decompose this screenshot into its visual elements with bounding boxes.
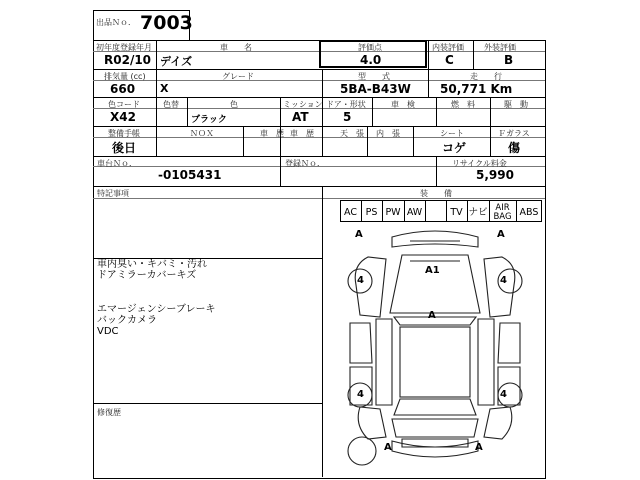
score-value: 4.0 bbox=[360, 53, 382, 67]
equipment-abs: ABS bbox=[519, 207, 539, 218]
color-label: 色 bbox=[230, 100, 238, 109]
nox-label: ＮＯＸ bbox=[190, 129, 214, 138]
rule bbox=[428, 69, 429, 97]
glass-label: Ｆガラス bbox=[498, 129, 530, 138]
rule bbox=[93, 126, 545, 127]
recycle-label: リサイクル料金 bbox=[452, 159, 507, 168]
mission-value: AT bbox=[292, 110, 309, 124]
rule bbox=[436, 97, 437, 126]
equipment-tv: TV bbox=[450, 207, 463, 218]
doors-value: 5 bbox=[343, 110, 352, 124]
equipment-label: 装 備 bbox=[420, 189, 452, 198]
exterior-value: B bbox=[504, 53, 514, 67]
equipment-aw: AW bbox=[406, 207, 423, 218]
history-label: 車 歴 bbox=[260, 129, 284, 138]
rule bbox=[280, 97, 281, 126]
interior-label: 内装評価 bbox=[432, 43, 464, 52]
rule bbox=[490, 126, 491, 156]
drive-label: 駆 動 bbox=[504, 100, 528, 109]
rule bbox=[425, 200, 426, 222]
equipment-pw: PW bbox=[385, 207, 401, 218]
rule bbox=[93, 403, 322, 404]
fuel-label: 燃 料 bbox=[451, 100, 475, 109]
rule bbox=[156, 126, 157, 156]
year-label: 初年度登録年月 bbox=[96, 43, 152, 52]
rule bbox=[322, 69, 323, 97]
displacement-value: 660 bbox=[110, 82, 136, 96]
notes-line: ドアミラーカバーキズ bbox=[97, 270, 197, 281]
rule bbox=[436, 156, 437, 186]
damage-mark: A1 bbox=[425, 265, 440, 276]
grade-label: グレード bbox=[222, 72, 254, 81]
rule bbox=[473, 40, 474, 69]
equipment-navi: ナビ bbox=[468, 207, 488, 218]
exterior-label: 外装評価 bbox=[484, 43, 516, 52]
notes-label: 特記事項 bbox=[97, 189, 129, 198]
color-code-value: X42 bbox=[110, 110, 136, 124]
rule bbox=[372, 97, 373, 126]
rule bbox=[93, 69, 545, 70]
color-code-label: 色コード bbox=[108, 100, 140, 109]
model-label: 型 式 bbox=[358, 72, 390, 81]
damage-mark: 4 bbox=[357, 275, 364, 286]
damage-mark: A bbox=[475, 442, 483, 453]
glass-value: 傷 bbox=[508, 141, 521, 155]
rule bbox=[93, 198, 545, 199]
equipment-ps: PS bbox=[365, 207, 378, 218]
rule bbox=[156, 69, 157, 97]
rule bbox=[322, 126, 323, 156]
mileage-label: 走 行 bbox=[470, 72, 502, 81]
rule bbox=[322, 186, 323, 477]
notes-line: バックカメラ bbox=[97, 315, 157, 326]
repair-label: 修復歴 bbox=[97, 408, 121, 417]
seat-value: コゲ bbox=[442, 141, 467, 155]
damage-mark: A bbox=[355, 229, 363, 240]
equipment-ac: AC bbox=[344, 207, 357, 218]
name-value: デイズ bbox=[160, 55, 193, 68]
rule bbox=[413, 126, 414, 156]
manual-label: 整備手帳 bbox=[108, 129, 140, 138]
year-value: R02/10 bbox=[104, 53, 152, 67]
damage-mark: 4 bbox=[357, 389, 364, 400]
lot-label: 出品Ｎｏ． bbox=[96, 18, 136, 27]
inspection-label: 車 検 bbox=[391, 100, 415, 109]
rule bbox=[367, 126, 368, 156]
damage-mark: 4 bbox=[500, 389, 507, 400]
paint-label: 色替 bbox=[163, 100, 179, 109]
rule bbox=[187, 97, 188, 126]
history2-label: 車 歴 bbox=[290, 129, 314, 138]
damage-mark: A bbox=[384, 442, 392, 453]
displacement-label: 排気量 (cc) bbox=[104, 72, 146, 81]
rule bbox=[156, 40, 157, 69]
rule bbox=[428, 40, 429, 69]
notes-line: 車内臭い・キバミ・汚れ bbox=[97, 259, 207, 270]
name-label: 車 名 bbox=[220, 43, 252, 52]
model-value: 5BA-B43W bbox=[340, 82, 411, 96]
rule bbox=[243, 126, 244, 156]
damage-mark: A bbox=[428, 310, 436, 321]
ceiling-label: 天 張 bbox=[340, 129, 364, 138]
lot-number: 7003 bbox=[140, 12, 193, 34]
chassis-label: 車台Ｎｏ． bbox=[97, 159, 137, 168]
rule bbox=[93, 186, 545, 187]
doors-label: ドア・形状 bbox=[326, 100, 366, 109]
recycle-value: 5,990 bbox=[476, 168, 514, 182]
rule bbox=[490, 97, 491, 126]
mission-label: ミッション bbox=[283, 100, 323, 109]
rule bbox=[156, 97, 157, 126]
inner-label: 内 張 bbox=[376, 129, 400, 138]
rule bbox=[93, 97, 545, 98]
damage-mark: 4 bbox=[500, 275, 507, 286]
car-damage-diagram bbox=[330, 225, 540, 475]
rule bbox=[93, 156, 545, 157]
manual-value: 後日 bbox=[112, 141, 137, 155]
chassis-value: -0105431 bbox=[158, 168, 222, 182]
score-label: 評価点 bbox=[358, 43, 382, 52]
damage-mark: A bbox=[497, 229, 505, 240]
reg-label: 登録Ｎｏ． bbox=[285, 159, 325, 168]
seat-label: シート bbox=[440, 129, 464, 138]
interior-value: C bbox=[445, 53, 454, 67]
rule bbox=[93, 137, 545, 138]
equipment-airbag: AIR BAG bbox=[493, 203, 512, 222]
notes-line: VDC bbox=[97, 326, 119, 337]
mileage-value: 50,771 Km bbox=[440, 82, 513, 96]
rule bbox=[280, 156, 281, 186]
notes-line: エマージェンシーブレーキ bbox=[97, 304, 216, 315]
color-value: ブラック bbox=[191, 115, 227, 125]
grade-value: X bbox=[160, 82, 169, 95]
